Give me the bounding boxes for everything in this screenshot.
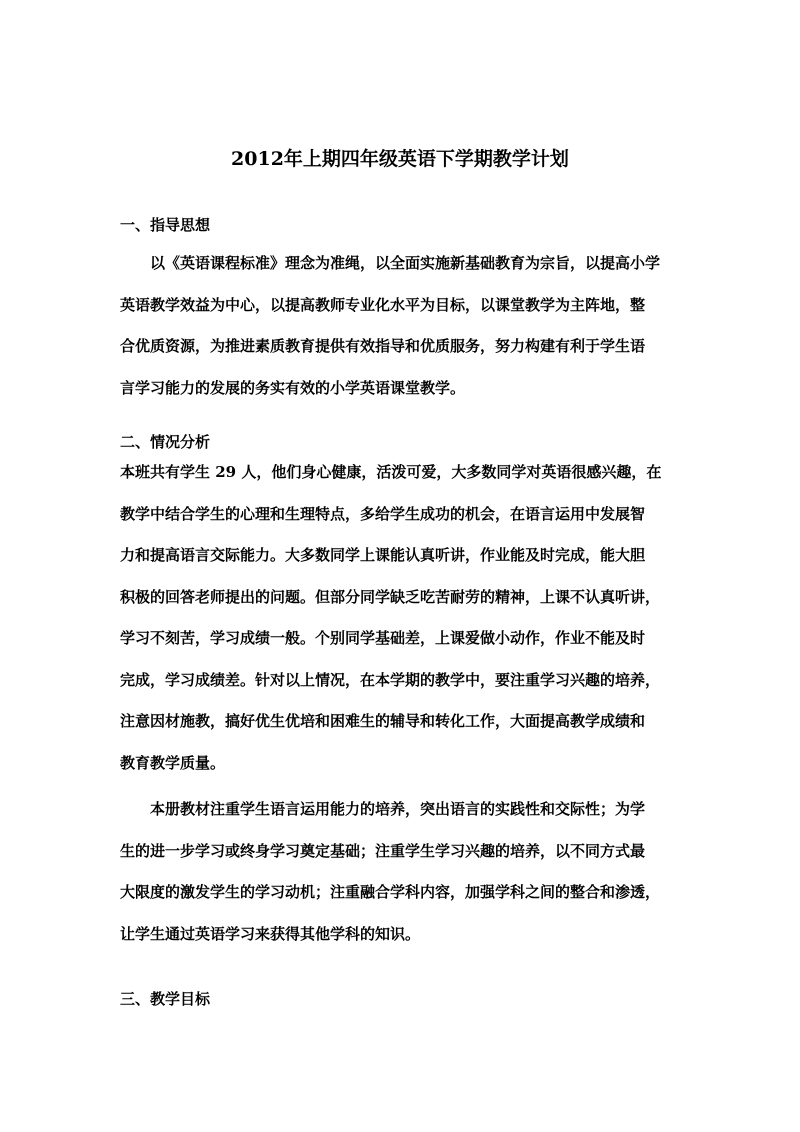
paragraph-line: 注意因材施教，搞好优生优培和困难生的辅导和转化工作，大面提高教学成绩和 [120,712,646,730]
paragraph-situation-analysis [120,452,680,784]
paragraph-guiding-ideology [120,243,680,409]
paragraph-textbook-features [120,789,680,955]
paragraph-line: 学习不刻苦，学习成绩一般。个别同学基础差，上课爱做小动作，作业不能及时 [120,629,646,647]
document-title: 2012年上期四年级英语下学期教学计划 [231,148,569,170]
paragraph-line: 大限度的激发学生的学习动机；注重融合学科内容，加强学科之间的整合和渗透， [120,883,661,901]
paragraph-line: 完成，学习成绩差。针对以上情况，在本学期的教学中，要注重学习兴趣的培养， [120,670,661,689]
paragraph-line: 以《英语课程标准》理念为准绳，以全面实施新基础教育为宗旨，以提高小学 [150,254,661,272]
paragraph-line: 教育教学质量。 [120,753,226,772]
section-heading-teaching-objectives: 三、教学目标 [120,990,211,1008]
section-heading-guiding-ideology: 一、指导思想 [120,216,211,234]
paragraph-line: 让学生通过英语学习来获得其他学科的知识。 [120,924,421,943]
paragraph-line: 言学习能力的发展的务实有效的小学英语课堂教学。 [120,378,466,397]
paragraph-line: 合优质资源，为推进素质教育提供有效指导和优质服务，努力构建有利于学生语 [120,337,646,355]
paragraph-line: 积极的回答老师提出的问题。但部分同学缺乏吃苦耐劳的精神，上课不认真听讲， [120,587,661,606]
paragraph-line: 英语教学效益为中心，以提高教师专业化水平为目标，以课堂教学为主阵地，整 [120,295,646,314]
paragraph-line: 教学中结合学生的心理和生理特点，多给学生成功的机会，在语言运用中发展智 [120,504,646,523]
paragraph-line: 生的进一步学习或终身学习奠定基础；注重学生学习兴趣的培养，以不同方式最 [120,841,646,860]
section-heading-situation-analysis: 二、情况分析 [120,433,211,451]
paragraph-line: 本班共有学生 29 人，他们身心健康，活泼可爱，大多数同学对英语很感兴趣，在 [120,463,662,481]
paragraph-line: 力和提高语言交际能力。大多数同学上课能认真听讲，作业能及时完成，能大胆 [120,546,646,564]
paragraph-line: 本册教材注重学生语言运用能力的培养，突出语言的实践性和交际性；为学 [150,800,646,818]
